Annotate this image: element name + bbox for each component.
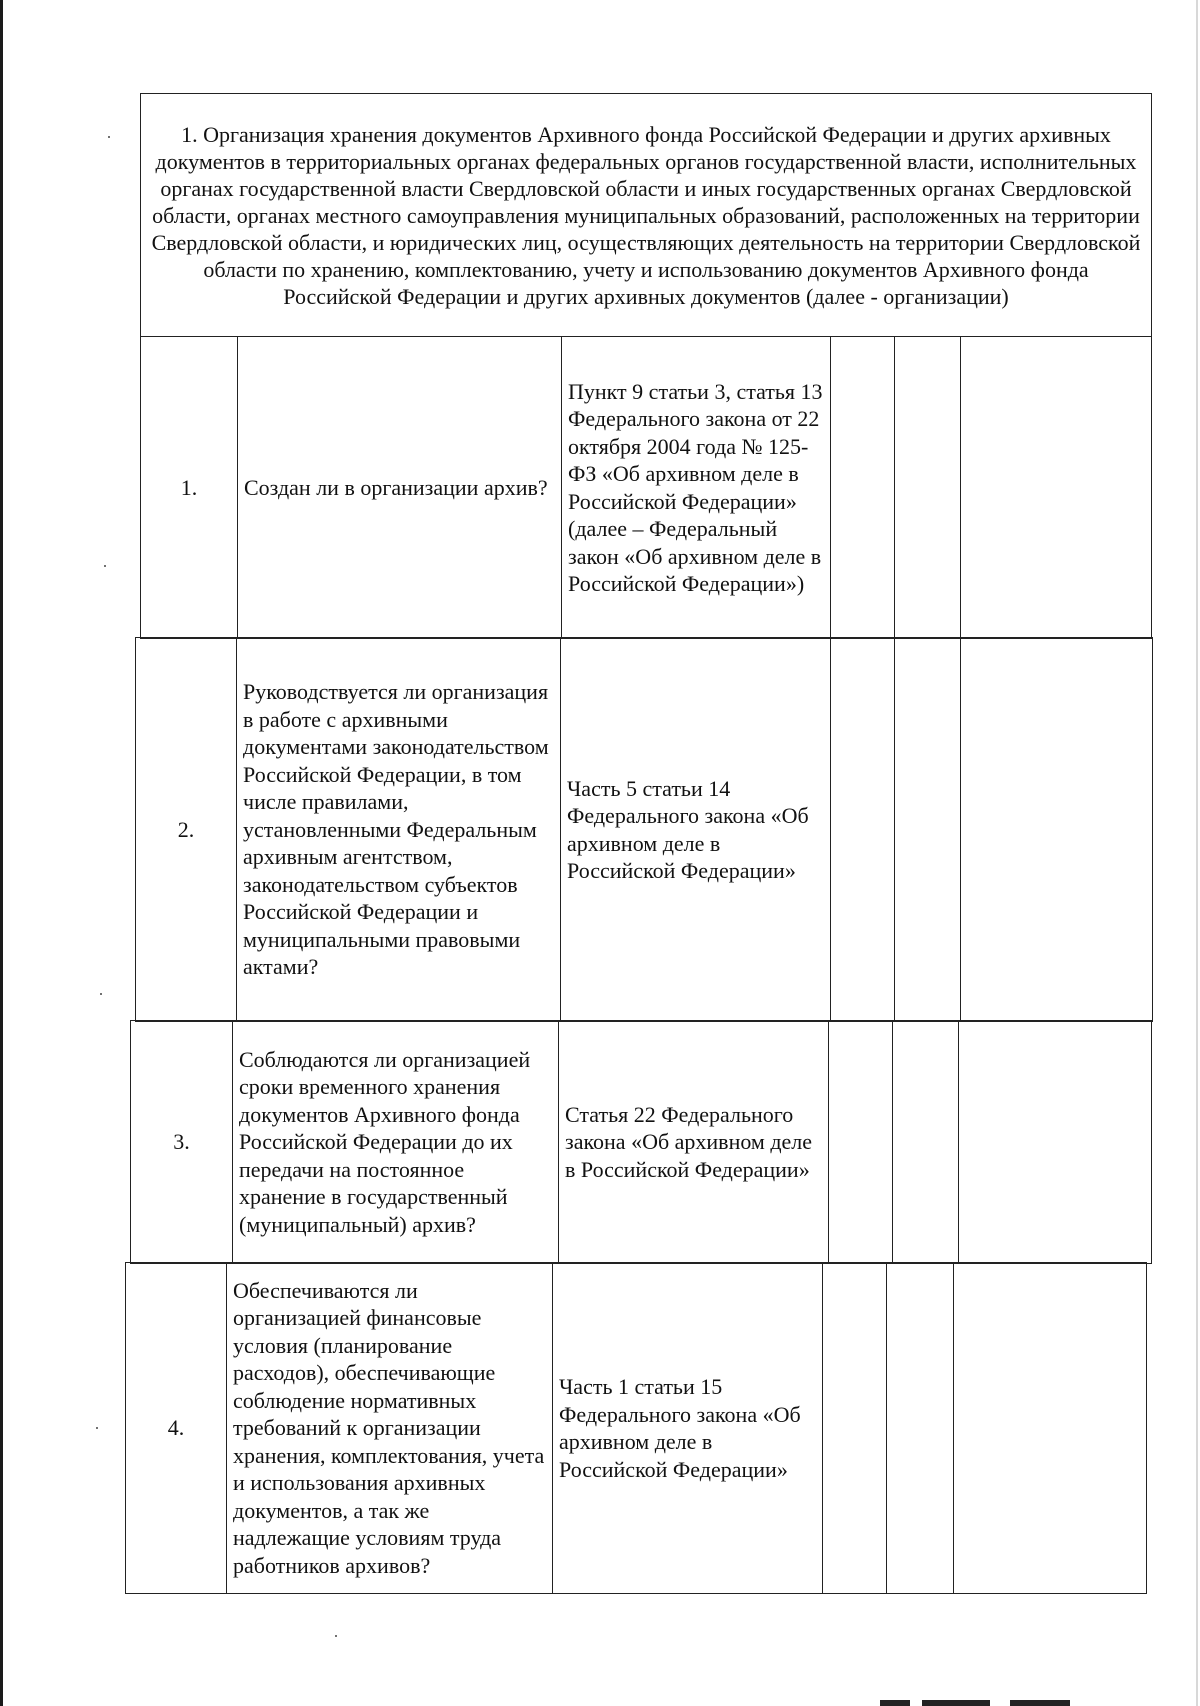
answer-cell-no	[893, 1021, 959, 1264]
scan-edge	[0, 0, 3, 1706]
checklist-row	[140, 336, 1152, 639]
row-question: Обеспечиваются ли организацией финансовые условия (планирование расходов), обеспечивающие соблюдение нормативных требований к организации хранения, комплектования, учета и использования архивных документов, а так же надлежащие условиям труда работников архивов?	[227, 1263, 553, 1594]
scan-speck	[100, 993, 102, 995]
checklist-row	[130, 1020, 1152, 1264]
row-question: Руководствуется ли организация в работе с архивными документами законодательством Российской Федерации, в том числе правилами, установленными Федеральным архивным агентством, законодательством субъектов Российской Федерации и муниципальными правовыми актами?	[237, 638, 561, 1022]
section-title: 1. Организация хранения документов Архивного фонда Российской Федерации и других архивных документов в территориальных органах федеральных органов государственной власти, исполнительных органах государственной власти Свердловской области и иных государственных органах Свердловской области, органах местного самоуправления муниципальных образований, расположенных на территории Свердловской области, и юридических лиц, осуществляющих деятельность на территории Свердловской области по хранению, комплектованию, учету и использованию документов Архивного фонда Российской Федерации и других архивных документов (далее - организации)	[151, 121, 1141, 309]
row-number: 2.	[136, 638, 237, 1022]
answer-cell-yes	[831, 638, 895, 1022]
answer-cell-yes	[829, 1021, 893, 1264]
answer-cell-no	[887, 1263, 954, 1594]
row-question: Создан ли в организации архив?	[238, 337, 562, 639]
scan-speck	[96, 1427, 98, 1429]
scan-artifact	[880, 1700, 1100, 1706]
notes-cell	[961, 337, 1152, 639]
answer-cell-yes	[823, 1263, 887, 1594]
scan-speck	[108, 136, 110, 138]
row-reference: Часть 5 статьи 14 Федерального закона «Об архивном деле в Российской Федерации»	[561, 638, 831, 1022]
answer-cell-no	[895, 638, 961, 1022]
section-header	[140, 93, 1152, 337]
row-reference: Часть 1 статьи 15 Федерального закона «Об архивном деле в Российской Федерации»	[553, 1263, 823, 1594]
checklist-row	[125, 1262, 1147, 1594]
answer-cell-no	[895, 337, 961, 639]
notes-cell	[954, 1263, 1147, 1594]
row-number: 4.	[126, 1263, 227, 1594]
row-reference: Пункт 9 статьи 3, статья 13 Федерального закона от 22 октября 2004 года № 125-ФЗ «Об архивном деле в Российской Федерации» (далее – Федеральный закон «Об архивном деле в Российской Федерации»)	[562, 337, 831, 639]
scan-speck	[104, 565, 106, 567]
notes-cell	[959, 1021, 1152, 1264]
row-number: 1.	[141, 337, 238, 639]
scan-edge	[1196, 0, 1198, 1706]
notes-cell	[961, 638, 1153, 1022]
scan-speck	[335, 1635, 337, 1637]
row-reference: Статья 22 Федерального закона «Об архивном деле в Российской Федерации»	[559, 1021, 829, 1264]
checklist-row	[135, 637, 1153, 1022]
answer-cell-yes	[831, 337, 895, 639]
row-question: Соблюдаются ли организацией сроки временного хранения документов Архивного фонда Российской Федерации до их передачи на постоянное хранение в государственный (муниципальный) архив?	[233, 1021, 559, 1264]
row-number: 3.	[131, 1021, 233, 1264]
